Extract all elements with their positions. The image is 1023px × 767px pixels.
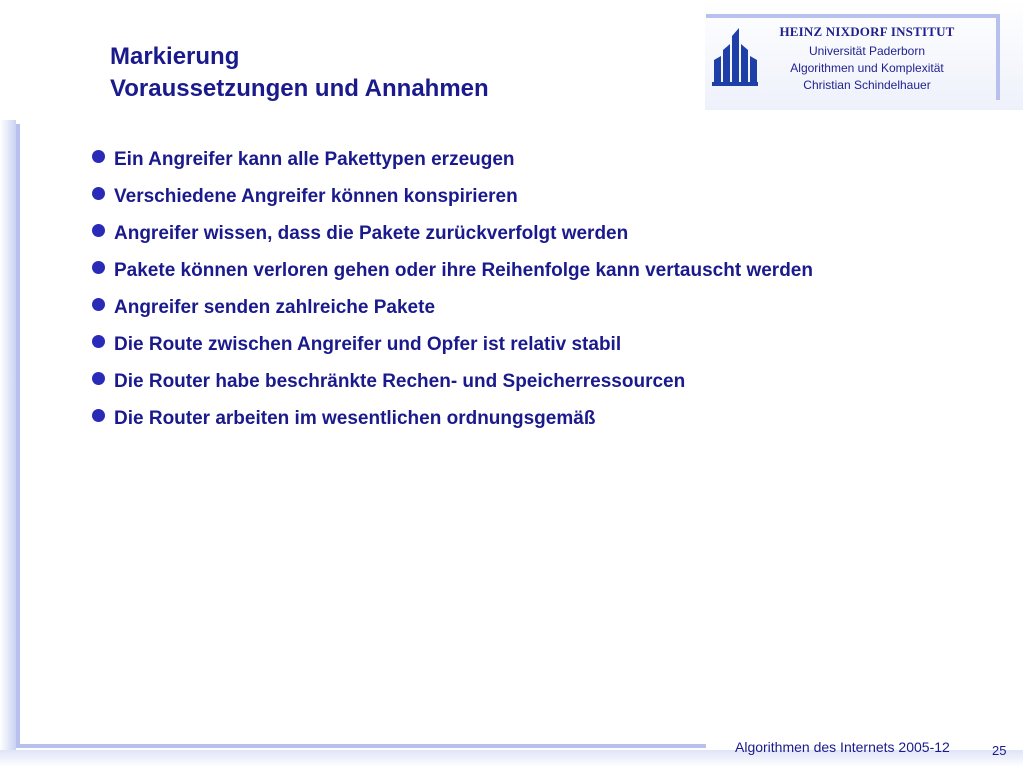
left-decorative-gradient: [0, 120, 16, 767]
bullet-text: Die Router habe beschränkte Rechen- und Speicherressourcen: [114, 371, 686, 392]
bullet-text: Angreifer senden zahlreiche Pakete: [114, 297, 436, 318]
bullet-item: [92, 219, 892, 248]
bullet-item: [92, 256, 892, 285]
left-frame-rule: [16, 124, 20, 748]
hni-logo-icon: [712, 26, 758, 86]
slide-title-line-2: Voraussetzungen und Annahmen: [110, 75, 489, 102]
bullet-dot-icon: [92, 150, 105, 163]
bullet-item: [92, 293, 892, 322]
bullet-item: [92, 182, 892, 211]
bullet-text: Die Router arbeiten im wesentlichen ordnungsgemäß: [114, 408, 596, 429]
bottom-frame-rule: [16, 744, 706, 748]
slide-title: [110, 41, 489, 105]
bullet-text: Pakete können verloren gehen oder ihre Reihenfolge kann vertauscht werden: [114, 260, 813, 281]
group-name: Algorithmen und Komplexität: [790, 61, 944, 75]
bullet-text: Verschiedene Angreifer können konspirieren: [114, 186, 518, 207]
institute-block: [762, 24, 972, 94]
bullet-dot-icon: [92, 335, 105, 348]
bullet-item: [92, 367, 892, 396]
bullet-dot-icon: [92, 261, 105, 274]
bullet-text: Die Route zwischen Angreifer und Opfer ist relativ stabil: [114, 334, 622, 355]
bullet-list: [92, 145, 892, 441]
university-name: Universität Paderborn: [808, 44, 926, 58]
bullet-text: Angreifer wissen, dass die Pakete zurückverfolgt werden: [114, 223, 629, 244]
bullet-item: [92, 145, 892, 174]
bullet-dot-icon: [92, 224, 105, 237]
bullet-dot-icon: [92, 409, 105, 422]
bullet-text: Ein Angreifer kann alle Pakettypen erzeugen: [114, 149, 515, 170]
page-number: 25: [992, 743, 1007, 758]
footer-course-label: Algorithmen des Internets 2005-12: [735, 739, 950, 755]
bullet-dot-icon: [92, 372, 105, 385]
author-name: Christian Schindelhauer: [803, 78, 931, 92]
header-frame-top: [706, 14, 1000, 18]
bullet-dot-icon: [92, 298, 105, 311]
slide-title-line-1: Markierung: [110, 43, 240, 70]
bullet-item: [92, 330, 892, 359]
header-frame-right: [996, 14, 1000, 100]
bullet-item: [92, 404, 892, 433]
institute-name: HEINZ NIXDORF INSTITUT: [779, 24, 955, 39]
bullet-dot-icon: [92, 187, 105, 200]
